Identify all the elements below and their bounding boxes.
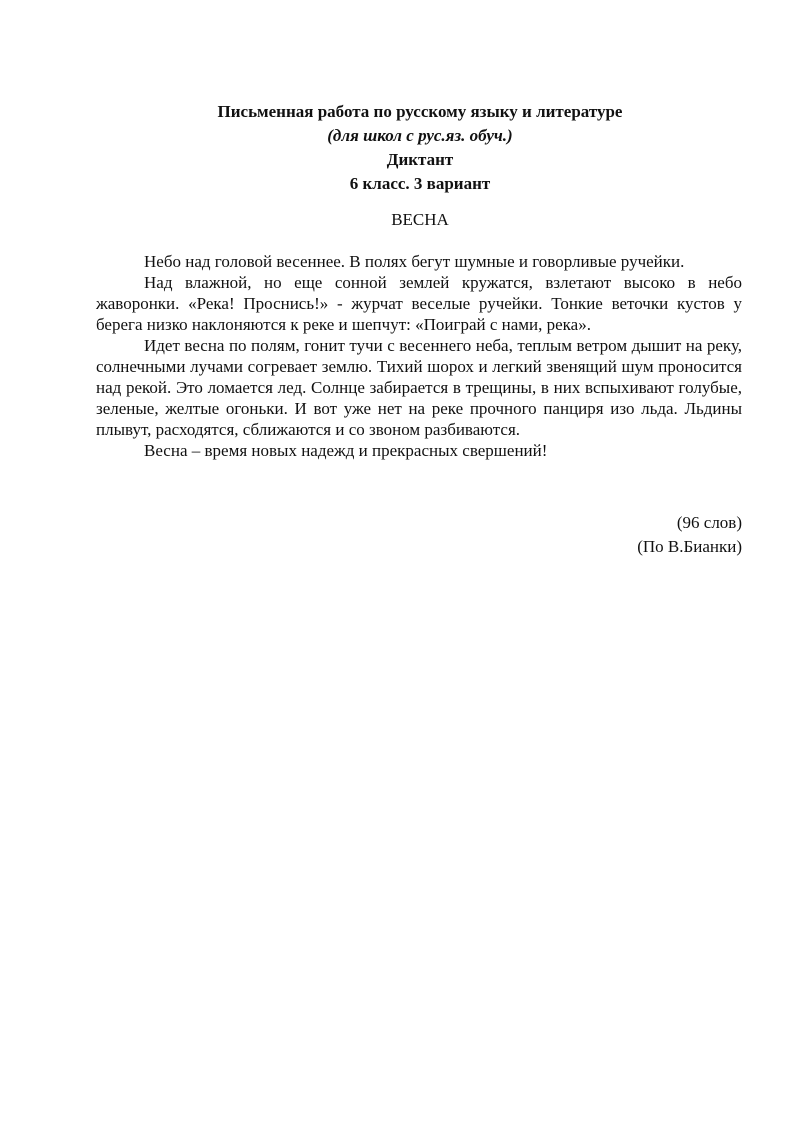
paragraph: Весна – время новых надежд и прекрасных свершений! xyxy=(144,441,548,460)
work-type: Диктант xyxy=(386,150,454,169)
word-count: (96 слов) xyxy=(676,513,742,532)
paragraph: Идет весна по полям, гонит тучи с весеннего неба, теплым ветром дышит на реку, солнечными лучами согревает землю. Тихий шорох и легкий звенящий шум проносится над рекой. Это ломается лед. Солнце забирается в трещины, в них вспыхивают голубые, зеленые, желтые огоньки. И вот уже нет на реке прочного панциря изо льда. Льдины плывут, расходятся, сближаются и со звоном разбиваются. xyxy=(96,336,742,439)
source-author: (По В.Бианки) xyxy=(637,537,742,556)
document-header xyxy=(0,100,800,196)
dictation-body xyxy=(96,251,742,461)
dictation-title: ВЕСНА xyxy=(391,210,449,229)
signature-block xyxy=(96,511,742,559)
grade-variant: 6 класс. 3 вариант xyxy=(349,174,491,193)
school-type-note: (для школ с рус.яз. обуч.) xyxy=(327,126,513,145)
work-title: Письменная работа по русскому языку и литературе xyxy=(217,102,623,121)
paragraph: Над влажной, но еще сонной землей кружатся, взлетают высоко в небо жаворонки. «Река! Проснись!» - журчат веселые ручейки. Тонкие веточки кустов у берега низко наклоняются к реке и шепчут: «Поиграй с нами, река». xyxy=(96,273,742,334)
paragraph: Небо над головой весеннее. В полях бегут шумные и говорливые ручейки. xyxy=(144,252,685,271)
